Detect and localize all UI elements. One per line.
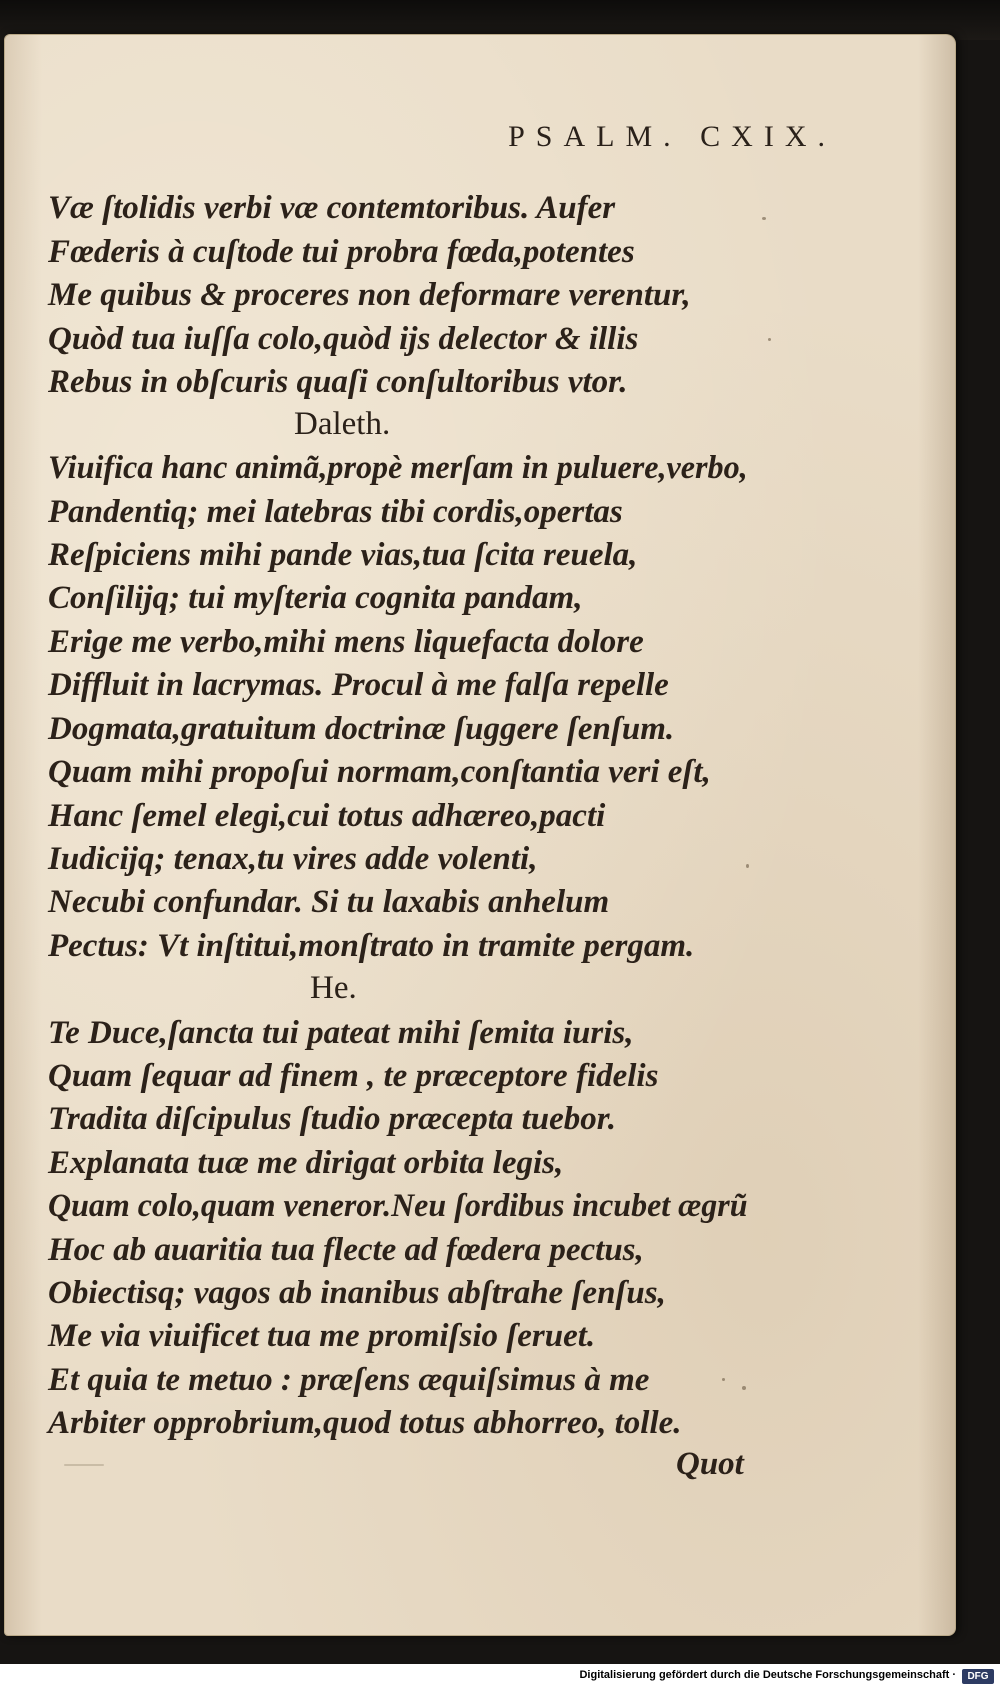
paper-speck: [768, 338, 771, 341]
running-head: PSALM. CXIX.: [508, 120, 836, 153]
verse-line: Dogmata,gratuitum doctrinæ ſuggere ſenſum.: [48, 711, 675, 747]
verse-line: Obiectisq; vagos ab inanibus abſtrahe ſenſus,: [48, 1275, 666, 1311]
paper-speck: [64, 1464, 104, 1466]
verse-line: Pandentiq; mei latebras tibi cordis,opertas: [48, 494, 623, 530]
verse-line: Tradita diſcipulus ſtudio præcepta tuebor.: [48, 1101, 617, 1137]
digitization-footer: [0, 1664, 1000, 1691]
verse-line: Te Duce,ſancta tui pateat mihi ſemita iuris,: [48, 1015, 634, 1051]
verse-line: Explanata tuæ me dirigat orbita legis,: [48, 1145, 564, 1181]
verse-line: Iudicijq; tenax,tu vires adde volenti,: [48, 841, 538, 877]
verse-line: Necubi confundar. Si tu laxabis anhelum: [48, 884, 610, 920]
verse-line: Quam colo,quam veneror.Neu ſordibus incubet ægrũ: [48, 1188, 748, 1224]
verse-line: Erige me verbo,mihi mens liquefacta dolore: [48, 624, 644, 660]
paper-speck: [762, 217, 766, 220]
paper-speck: [746, 864, 749, 868]
verse-line: Fœderis à cuſtode tui probra fœda,potentes: [48, 234, 635, 270]
verse-line: Quam mihi propoſui normam,conſtantia veri eſt,: [48, 754, 711, 790]
verse-line: Reſpiciens mihi pande vias,tua ſcita reuela,: [48, 537, 638, 573]
book-page: [4, 34, 956, 1636]
verse-line: Hanc ſemel elegi,cui totus adhæreo,pacti: [48, 798, 606, 834]
catchword: Quot: [676, 1446, 744, 1482]
paper-speck: [722, 1378, 725, 1381]
dfg-logo-icon: DFG: [962, 1669, 994, 1684]
verse-line: Me quibus & proceres non deformare verentur,: [48, 277, 691, 313]
verse-line: Quam ſequar ad finem , te præceptore fidelis: [48, 1058, 659, 1094]
footer-credit: Digitalisierung gefördert durch die Deutsche Forschungsgemeinschaft ·: [579, 1669, 956, 1681]
verse-line: Arbiter opprobrium,quod totus abhorreo, tolle.: [48, 1405, 682, 1441]
verse-line: Rebus in obſcuris quaſi conſultoribus vtor.: [48, 364, 628, 400]
section-heading-daleth: Daleth.: [294, 406, 391, 442]
verse-line: Viuifica hanc animã,propè merſam in puluere,verbo,: [48, 450, 748, 486]
paper-speck: [742, 1386, 746, 1390]
verse-line: Et quia te metuo : præſens æquiſsimus à me: [48, 1362, 650, 1398]
verse-line: Quòd tua iuſſa colo,quòd ijs delector & illis: [48, 321, 639, 357]
verse-line: Pectus: Vt inſtitui,monſtrato in tramite pergam.: [48, 928, 695, 964]
verse-line: Conſilijq; tui myſteria cognita pandam,: [48, 580, 583, 616]
section-heading-he: He.: [310, 970, 357, 1006]
verse-line: Væ ſtolidis verbi væ contemtoribus. Aufer: [48, 190, 616, 226]
verse-line: Hoc ab auaritia tua flecte ad fœdera pectus,: [48, 1232, 644, 1268]
verse-line: Me via viuificet tua me promiſsio ſeruet.: [48, 1318, 596, 1354]
verse-line: Diffluit in lacrymas. Procul à me falſa repelle: [48, 667, 669, 703]
